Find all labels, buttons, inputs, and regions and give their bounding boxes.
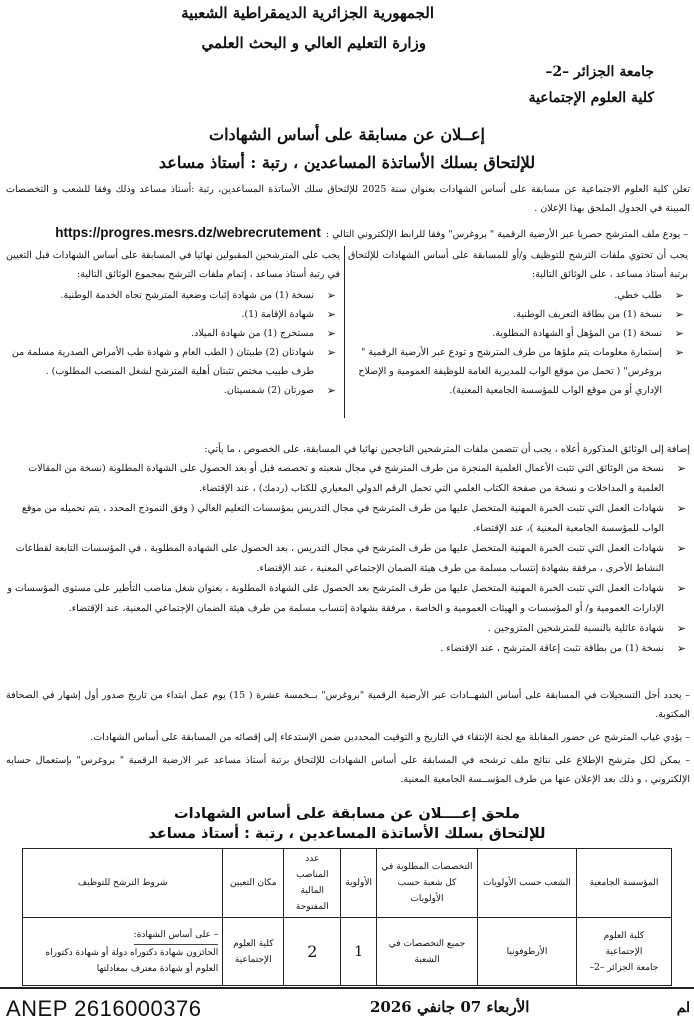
- cell-location: كلية العلوم الإجتماعية: [223, 918, 284, 986]
- table-header-row: [23, 849, 672, 918]
- list-item: ➢ مستخرج (1) من شهادة الميلاد.: [6, 324, 340, 343]
- arrow-bullet-icon: ➢: [676, 502, 686, 515]
- footer-rule: [0, 987, 694, 989]
- list-item: ➢ شهادتان (2) طبيتان ( الطب العام و شهادة طب الأمراض الصدرية مسلمة من طرف طبيب مختص تثبتان أهلية المترشح لشغل المنصب المطلوب) .: [6, 343, 340, 381]
- list-item: ➢ نسخة من الوثائق التي تثبت الأعمال العلمية المنجزة من طرف المترشح في مجال شعبته و تخصصه قبل أو بعد الحصول على الشهادة المطلوبة (نسخة من المقالات العلمية و المداخلات و نسخة من صفحة الكتاب العلمي التي تحمل الرقم الدولي المعياري للكتاب (ردمك) ، عند الإقتضاء.: [6, 459, 690, 499]
- column-divider: [344, 246, 345, 418]
- publication-date: الأربعاء 07 جانفي 2026: [370, 998, 530, 1016]
- list-item: ➢ شهادات العمل التي تثبت الخبرة المهنية المتحصل عليها من طرف المترشح في مجال التدريس بمؤسسات التعليم العالي ( وفق النموذج المحدد ، يتم تحميله من موقع الواب للمؤسسة الجامعية المعنية )، عند الإقتضاء.: [6, 499, 690, 539]
- header-priority: الأولوية: [341, 849, 377, 918]
- table-row: [23, 918, 672, 986]
- arrow-bullet-icon: ➢: [676, 622, 686, 635]
- announcement-title: إعــلان عن مسابقة على أساس الشهادات: [209, 125, 485, 144]
- list-item: ➢ طلب خطي.: [348, 286, 688, 305]
- arrow-bullet-icon: ➢: [674, 327, 684, 340]
- cell-institution: كلية العلوم الإجتماعية جامعة الجزائر –2–: [577, 918, 672, 986]
- note-registration-deadline: – يحدد أجل التسجيلات في المسابقة على أساس الشهــادات عبر الأرضية الرقمية "بروغرس" بــخمسة عشرة ( 15) يوم عمل ابتداء من تاريخ صدور أول إشهار في الصحافة المكتوبة.: [6, 690, 691, 720]
- university-heading: جامعة الجزائر –2–: [545, 64, 654, 80]
- list-item: ➢ نسخة (1) من المؤهل أو الشهادة المطلوبة.: [348, 324, 688, 343]
- header-institution: المؤسسة الجامعية: [577, 849, 672, 918]
- faculty-heading: كلية العلوم الإجتماعية: [528, 90, 654, 106]
- list-item: ➢ صورتان (2) شمسيتان.: [6, 381, 340, 400]
- note-interview-absence: – يؤدي غياب المترشح عن حضور المقابلة مع لجنة الإنتقاء في التاريخ و التوقيت المحددين ضمن الإستدعاء إلى إقصائه من المسابقة على أساس الشهادات.: [90, 732, 690, 743]
- arrow-bullet-icon: ➢: [676, 642, 686, 655]
- announcement-subtitle: للإلتحاق بسلك الأساتذة المساعدين ، رتبة : أستاذ مساعد: [158, 153, 536, 172]
- list-item: ➢ إستمارة معلومات يتم ملؤها من طرف المترشح و تودع عبر الأرضية الرقمية " بروغرس" ( تحمل من موقع الواب للمديرية العامة للوظيفة العمومية و الإصلاح الإداري أو من موقع الواب للمؤسسة الجامعية المعنية).: [348, 343, 688, 400]
- anep-reference: ANEP 2616000376: [6, 996, 202, 1021]
- cell-conditions: [23, 918, 223, 986]
- republic-heading: الجمهورية الجزائرية الديمقراطية الشعبية: [181, 4, 434, 22]
- cell-specialties: جميع التخصصات في الشعبة: [377, 918, 478, 986]
- arrow-bullet-icon: ➢: [674, 346, 684, 359]
- annex-title: ملحق إعــــلان عن مسابقة على أساس الشهادات: [174, 806, 520, 822]
- list-item: ➢ شهادة عائلية بالنسبة للمترشحين المتزوجين .: [6, 619, 690, 639]
- cell-positions: 2: [284, 918, 341, 986]
- conditions-text: الحائزون شهادة دكتوراه دولة أو شهادة دكتوراه العلوم أو شهادة معترف بمعادلتها: [45, 947, 219, 974]
- cell-branch: الأرطوفونيا: [478, 918, 577, 986]
- arrow-bullet-icon: ➢: [326, 346, 336, 359]
- required-documents-list: [348, 286, 688, 400]
- deposit-line: [55, 222, 688, 244]
- arrow-bullet-icon: ➢: [674, 308, 684, 321]
- ministry-heading: وزارة التعليم العالي و البحث العلمي: [201, 34, 426, 52]
- header-positions: عدد المناصب المالية المفتوحة: [284, 849, 341, 918]
- list-item: ➢ نسخة (1) من شهادة إثبات وضعية المترشح تجاه الخدمة الوطنية.: [6, 286, 340, 305]
- annex-subtitle: للإلتحاق بسلك الأساتذة المساعدين ، رتبة : أستاذ مساعد: [148, 826, 546, 842]
- list-item: ➢ شهادات العمل التي تثبت الخبرة المهنية المتحصل عليها من طرف المترشح بعد الحصول على الشهادة المطلوبة ، بعنوان شغل مناصب التأطير على مستوى المؤسسات و الإدارات العمومية و/ أو المؤسسات و الهيئات العمومية و الخاصة ، مرفقة بشهادة إنتساب مسلمة من طرف هيئة الضمان الإجتماعي المعنية، عند الإقتضاء.: [6, 579, 690, 619]
- annex-table: [22, 848, 672, 986]
- arrow-bullet-icon: ➢: [676, 582, 686, 595]
- recruitment-url-link[interactable]: https://progres.mesrs.dz/webrecrutement: [55, 225, 321, 240]
- arrow-bullet-icon: ➢: [676, 542, 686, 555]
- arrow-bullet-icon: ➢: [326, 308, 336, 321]
- list-item: ➢ نسخة (1) من بطاقة التعريف الوطنية.: [348, 305, 688, 324]
- header-specialties: التخصصات المطلوبة في كل شعبة حسب الأولويات: [377, 849, 478, 918]
- final-documents-column: [6, 246, 340, 400]
- arrow-bullet-icon: ➢: [676, 462, 686, 475]
- arrow-bullet-icon: ➢: [326, 384, 336, 397]
- final-documents-list: [6, 286, 340, 400]
- header-branch: الشعب حسب الأولويات: [478, 849, 577, 918]
- arrow-bullet-icon: ➢: [674, 289, 684, 302]
- required-documents-column: [348, 246, 688, 400]
- header-conditions: شروط الترشح للتوظيف: [23, 849, 223, 918]
- list-item: ➢ نسخة (1) من بطاقة تثبت إعاقة المترشح ، عند الإقتضاء .: [6, 639, 690, 659]
- list-item: ➢ شهادة الإقامة (1).: [6, 305, 340, 324]
- additional-documents-section: [6, 440, 690, 659]
- additional-documents-intro: إضافة إلى الوثائق المذكورة أعلاه ، يجب أن تتضمن ملفات المترشحين الناجحين نهائيا في المسابقة، على الخصوص ، ما يأتي:: [204, 444, 690, 455]
- arrow-bullet-icon: ➢: [326, 327, 336, 340]
- notes-section: [6, 686, 690, 789]
- intro-paragraph: تعلن كلية العلوم الاجتماعية عن مسابقة على أساس الشهادات بعنوان سنة 2025 للإلتحاق سلك الأساتذة المساعدين، رتبة :أستاذ مساعد وذلك وفقا للشعب و التخصصات المبينة في الجدول الملحق بهذا الإعلان .: [6, 184, 690, 214]
- corner-mark: ا‍م: [676, 1000, 690, 1016]
- required-documents-intro: يجب أن تحتوي ملفات الترشح للتوظيف و/أو للمسابقة على أساس الشهادات للإلتحاق برتبة أستاذ مساعد ، على الوثائق التالية:: [348, 250, 688, 280]
- additional-documents-list: [6, 459, 690, 659]
- header-location: مكان التعيين: [223, 849, 284, 918]
- arrow-bullet-icon: ➢: [326, 289, 336, 302]
- deposit-text: – يودع ملف المترشح حصريا عبر الأرضية الرقمية " بروغرس" وفقا للرابط الإلكتروني التالي :: [325, 229, 688, 240]
- final-documents-intro: يجب على المترشحين المقبولين نهائيا في المسابقة على أساس الشهادات قبل التعيين في رتبة أستاذ مساعد ، إتمام ملفات الترشح بمجموع الوثائق التالية:: [6, 250, 340, 280]
- note-results-access: – يمكن لكل مترشح الإطلاع على نتائج ملف ترشحه في المسابقة على أساس الشهادات للإلتحاق برتبة أستاذ مساعد عبر الارضية الرقمية " بروغرس" بإستعمال حسابه الإلكتروني ، و ذلك بعد الإعلان عنها من طرف المؤســسة الجامعية المعنية.: [6, 755, 690, 785]
- conditions-heading: – على أساس الشهادة:: [134, 927, 219, 945]
- cell-priority: 1: [341, 918, 377, 986]
- list-item: ➢ شهادات العمل التي تثبت الخبرة المهنية المتحصل عليها من طرف المترشح في مجال التدريس ، بعد الحصول على الشهادة المطلوبة ، في المؤسسات التابعة لقطاعات النشاط الأخرى ، مرفقة بشهادة إنتساب مسلمة من طرف هيئة الضمان الإجتماعي المعنية ، عند الإقتضاء.: [6, 539, 690, 579]
